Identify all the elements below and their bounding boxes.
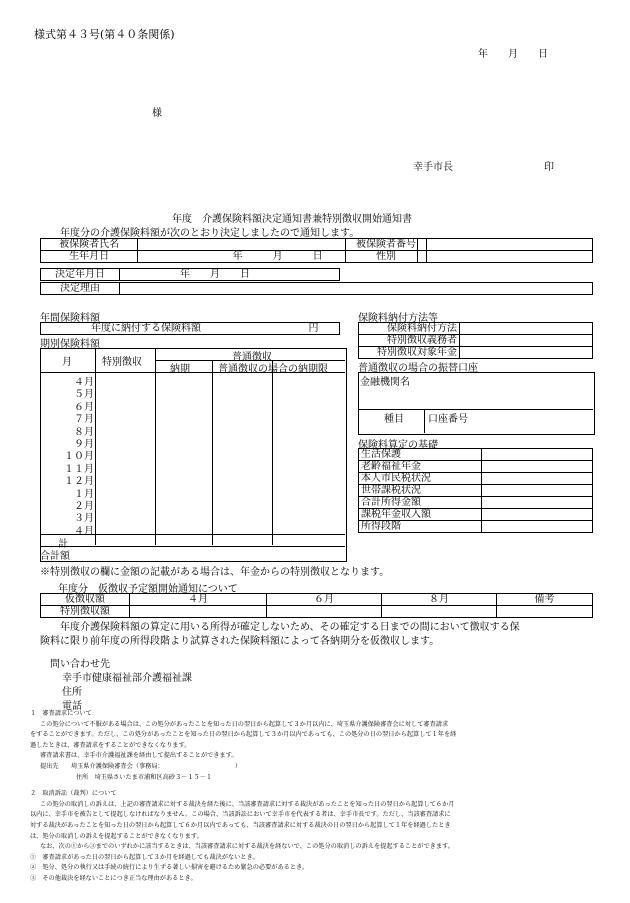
address-value: 埼玉県さいたま市浦和区高砂３－１５－１	[94, 773, 213, 781]
period-total-label: 計	[58, 539, 68, 550]
col-due-header: 普通徴収の場合の納期限	[218, 364, 328, 375]
month-label: ２月	[74, 501, 94, 512]
note-2-item: ① 審査請求があった日の翌日から起算して３か月を経過しても裁決がないとき。	[30, 853, 259, 861]
annual-row-label	[41, 323, 340, 335]
note-2-line: 対する裁決があったことを知った日の翌日から起算して６か月以内であっても、当該審査請求に対する裁決の日の翌日から起算して１年を経過したとき	[30, 821, 451, 829]
form-number: 様式第４３号(第４０条関係)	[34, 28, 175, 41]
note-1-title: １ 審査請求について	[30, 710, 92, 717]
issue-date: 年 月 日	[478, 49, 548, 60]
decision-date-value: 年 月 日	[120, 269, 340, 281]
pay-method-table	[358, 322, 593, 359]
contact-dept: 幸手市健康福祉部介護福祉課	[62, 673, 192, 684]
birth-value: 年 月 日	[138, 251, 418, 263]
period-section-label: 期別保険料額	[40, 339, 100, 350]
annual-table	[40, 322, 340, 335]
basis-row: 老齢福祉年金	[359, 461, 482, 473]
col-pay-header: 納期	[170, 364, 190, 375]
note-2-line: 以内に、幸手市を被告として提起しなければなりません。この場合、当該訴訟において幸手市を代表する者は、幸手市長です。ただし、当該審査請求に	[30, 811, 451, 819]
addressee-suffix: 様	[152, 108, 162, 119]
note-1-line: この処分について不服がある場合は、この処分があったことを知った日の翌日から起算して３か月以内に、埼玉県介護保険審査会に対して審査請求	[40, 720, 449, 728]
note-1-line: をすることができます。ただし、この処分があったことを知った日の翌日から起算して３か月以内であっても、この処分の日の翌日から起算して１年を経	[30, 731, 457, 739]
contact-address: 住所	[62, 687, 82, 698]
basis-section-label: 保険料算定の基礎	[358, 440, 438, 451]
seal-mark: 印	[544, 162, 554, 173]
basis-table	[358, 448, 593, 533]
insured-name-label: 被保険者氏名	[41, 239, 138, 251]
month-label: １１月	[64, 463, 94, 475]
month-label: ４月	[74, 377, 94, 388]
basis-row: 生活保護	[359, 449, 482, 461]
note-2-line: は、処分の取消しの訴えを提起することができなくなります。	[30, 832, 203, 840]
note-1-address	[30, 773, 615, 784]
submit-value: 埼玉県介護保険審査会（事務局： ）	[70, 762, 242, 770]
transfer-section-label: 普通徴収の場合の振替口座	[358, 363, 478, 374]
note-2-item: ② 処分、処分の執行又は手続の続行により生ずる著しい損害を避けるため緊急の必要があるとき。	[30, 864, 309, 872]
insured-number-table	[345, 238, 593, 263]
note-1-line: 過したときは、審査請求をすることができなくなります。	[30, 741, 191, 749]
month-label: ３月	[74, 513, 94, 525]
annual-row-text: 年度に納付する保険料額	[91, 323, 201, 334]
contact-label: 問い合わせ先	[50, 659, 110, 670]
month-label: ６月	[74, 401, 94, 413]
month-label: １２月	[64, 476, 94, 488]
legal-notes	[30, 709, 615, 885]
special-collection-note: ※特別徴収の欄に金額の記載がある場合は、年金からの特別徴収となります。	[40, 567, 390, 578]
contact-phone: 電話	[62, 701, 82, 712]
month-label: ５月	[74, 389, 94, 401]
intro-text: 年度分の介護保険料額が次のとおり決定しましたので通知します。	[60, 228, 360, 239]
decision-reason-table	[40, 282, 593, 295]
pay-method-row: 特別徴収対象年金	[359, 347, 460, 359]
basis-row: 合計所得金額	[359, 497, 482, 509]
note-2-item: ③ その他裁決を経ないことにつき正当な理由があるとき。	[30, 874, 197, 882]
provisional-header: 備考	[497, 594, 593, 606]
provisional-title: 年度分 仮徴収予定額開始通知について	[58, 584, 238, 595]
grand-total-label: 合計額	[40, 551, 70, 562]
provisional-table	[40, 593, 593, 618]
note-1-submit	[30, 762, 615, 773]
basis-row: 世帯課税状況	[359, 485, 482, 497]
decision-reason-label: 決定理由	[41, 283, 120, 295]
sex-label: 性別	[346, 251, 427, 263]
birth-label: 生年月日	[41, 251, 138, 263]
col-special-header: 特別徴収	[102, 357, 142, 368]
note-2-line: この処分の取消しの訴えは、上記の審査請求に対する裁決を経た後に、当該審査請求に対する裁決があったことを知った日の翌日から起算して６か月	[40, 800, 455, 808]
sex-value	[427, 251, 593, 263]
insured-number-label: 被保険者番号	[346, 239, 427, 251]
decision-table	[40, 268, 340, 281]
provisional-row-label: 特別徴収額	[41, 606, 130, 618]
bank-label: 金融機関名	[360, 377, 410, 388]
provisional-header: ６月	[267, 594, 382, 606]
annual-section-label: 年間保険料額	[40, 313, 100, 324]
decision-reason-value	[120, 283, 593, 295]
provisional-header: ４月	[130, 594, 267, 606]
annual-unit: 円	[308, 323, 319, 334]
provisional-header: 仮徴収額	[41, 594, 130, 606]
pay-method-row: 保険料納付方法	[359, 323, 460, 335]
basis-row: 課税年金収入額	[359, 509, 482, 521]
month-label: １０月	[64, 451, 94, 463]
pay-method-row: 特別徴収義務者	[359, 335, 460, 347]
month-label: ４月	[74, 525, 94, 537]
account-number-label: 口座番号	[428, 414, 468, 425]
month-label: ７月	[74, 414, 94, 426]
basis-row: 本人市民税状況	[359, 473, 482, 485]
pay-method-section-label: 保険料納付方法等	[358, 313, 438, 324]
address-label: 住所	[76, 773, 89, 781]
decision-date-label: 決定年月日	[41, 269, 120, 281]
month-label: ８月	[74, 426, 94, 438]
col-month-header: 月	[62, 357, 72, 368]
account-type-label: 種目	[384, 414, 404, 425]
month-label: ９月	[74, 439, 94, 450]
month-label: １月	[74, 488, 94, 500]
issuer-name: 幸手市長	[413, 162, 453, 173]
provisional-header: ８月	[382, 594, 497, 606]
note-2-title: ２ 取消訴訟（裁判）について	[30, 790, 117, 798]
document-title: 年度 介護保険料額決定通知書兼特別徴収開始通知書	[172, 214, 412, 225]
note-2-line: なお、次の①から③までのいずれかに該当するときは、当該審査請求に対する裁決を経ないで、この処分の取消しの訴えを提起することができます。	[40, 843, 454, 851]
basis-row: 所得段階	[359, 521, 482, 533]
col-normal-header: 普通徴収	[232, 352, 272, 363]
provisional-para-line-2: 険料に限り前年度の所得段階より試算された保険料額によって各納期分を仮徴収します。	[40, 636, 440, 647]
provisional-para-line-1: 年度介護保険料額の算定に用いる所得が確定しないため、その確定する日までの間において徴収する保	[60, 622, 520, 633]
note-1-line: 審査請求書は、幸手市介護福祉課を経由して提出することができます。	[40, 752, 238, 760]
submit-label: 提出先	[40, 762, 59, 770]
insured-number-value	[427, 239, 593, 251]
